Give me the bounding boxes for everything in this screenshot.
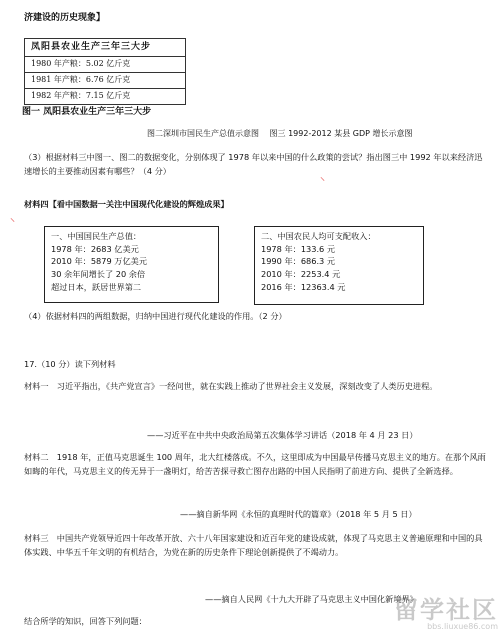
income-box-title: 二、中国农民人均可支配收入： (261, 231, 376, 241)
income-box-line: 1978 年：133.6 元 (261, 243, 336, 254)
section-heading: 济建设的历史现象】 (24, 13, 106, 23)
grain-table-row: 1980 年产粮：5.02 亿斤克 (25, 57, 186, 73)
gdp-data-box (44, 226, 219, 303)
grain-table-row: 1981 年产粮：6.76 亿斤克 (25, 73, 186, 89)
red-mark: ⸜ (320, 172, 325, 183)
income-box-line: 2016 年：12363.4 元 (261, 281, 346, 292)
material-1: 材料一 习近平指出，《共产党宣言》一经问世，就在实践上推动了世界社会主义发展，深刻改变了人类历史进程。 (24, 381, 438, 391)
material-2: 材料二 1918 年，正值马克思诞生 100 周年，北大红楼落成。不久，这里即成为中国最早传播马克思主义的地方。在那个风雨如晦的年代，马克思主义的传无异于一盏明灯，给苦苦探寻救亡图存出路的中国人民指明了前进方向、提供了全新选择。 (24, 452, 486, 476)
gdp-box-line: 超过日本，跃居世界第二 (51, 281, 142, 292)
material4-title: 材料四【看中国数据一关注中国现代化建设的辉煌成果】 (24, 199, 229, 209)
figure23-caption: 图二深圳市国民生产总值示意图 图三 1992-2012 某县 GDP 增长示意图 (147, 129, 413, 138)
red-mark: ⸜ (10, 213, 15, 224)
material-2-source: ——摘自新华网《永恒的真理时代的篇章》（2018 年 5 月 5 日） (180, 509, 417, 519)
gdp-box-line: 2010 年：5879 万亿美元 (51, 256, 148, 267)
material-3-source: ——摘自人民网《十九大开辟了马克思主义中国化新境界》 (205, 594, 418, 604)
gdp-box-line: 1978 年：2683 亿美元 (51, 243, 139, 254)
income-box-line: 2010 年：2253.4 元 (261, 269, 341, 280)
watermark-text: 留学社区 (394, 596, 498, 624)
question-17-heading: 17.（10 分）读下列材料 (24, 359, 116, 369)
material-3: 材料三 中国共产党领导近四十年改革开放、六十八年国家建设和近百年党的建设成就，体现了马克思主义普遍原理和中国的具体实践、中华五千年文明的有机结合，为党在新的历史条件下理论创新提供了不竭动力。 (24, 533, 483, 557)
grain-table (24, 38, 186, 105)
material-1-source: ——习近平在中共中央政治局第五次集体学习讲话（2018 年 4 月 23 日） (147, 430, 418, 440)
question-3: （3）根据材料三中图一、图二的数据变化，分别体现了 1978 年以来中国的什么政策的尝试？指出图三中 1992 年以来经济迅速增长的主要推动因素有哪些？（4 分） (24, 152, 483, 176)
income-box-line: 1990 年：686.3 元 (261, 256, 336, 267)
gdp-box-line: 30 余年间增长了 20 余倍 (51, 269, 146, 280)
watermark-logo (348, 598, 498, 636)
income-data-box (254, 226, 424, 305)
grain-table-title: 凤阳县农业生产三年三大步 (25, 39, 186, 57)
watermark-url: bbs.liuxue86.com (427, 622, 498, 631)
closing-prompt: 结合所学的知识，回答下列问题： (24, 616, 147, 626)
question-4: （4）依据材料四的两组数据，归纳中国进行现代化建设的作用。（2 分） (24, 311, 287, 321)
gdp-box-title: 一、中国国民生产总值： (51, 231, 142, 241)
figure1-caption: 图一 凤阳县农业生产三年三大步 (22, 107, 152, 117)
grain-table-row: 1982 年产粮：7.15 亿斤克 (25, 89, 186, 105)
